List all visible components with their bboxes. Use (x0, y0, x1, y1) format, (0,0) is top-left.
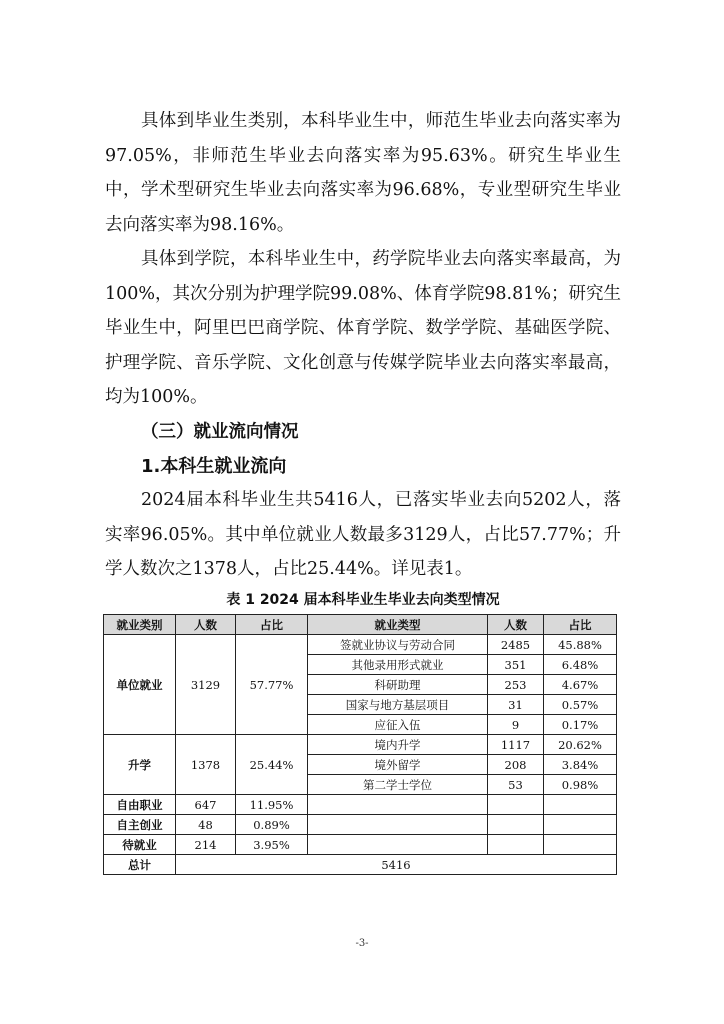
paragraph-undergrad-summary: 2024届本科毕业生共5416人，已落实毕业去向5202人，落实率96.05%。其中单位就业人数最多3129人，占比57.77%；升学人数次之1378人，占比25.44%。详见表1。 (105, 490, 621, 579)
empty-cell (544, 815, 617, 835)
group-count: 3129 (176, 635, 236, 735)
employment-table (103, 614, 617, 875)
row-count: 9 (488, 715, 544, 735)
single-category: 自由职业 (104, 795, 176, 815)
table-row (104, 735, 617, 755)
single-ratio: 11.95% (236, 795, 308, 815)
row-ratio: 3.84% (544, 755, 617, 775)
header-type-ratio: 占比 (544, 615, 617, 635)
table-total-row (104, 855, 617, 875)
total-value: 5416 (176, 855, 617, 875)
row-count: 351 (488, 655, 544, 675)
row-count: 2485 (488, 635, 544, 655)
row-count: 31 (488, 695, 544, 715)
page-number: -3- (355, 938, 369, 949)
row-count: 53 (488, 775, 544, 795)
row-count: 1117 (488, 735, 544, 755)
empty-cell (308, 795, 488, 815)
single-count: 48 (176, 815, 236, 835)
group-category: 升学 (104, 735, 176, 795)
empty-cell (308, 835, 488, 855)
table-row (104, 835, 617, 855)
empty-cell (488, 835, 544, 855)
row-type: 科研助理 (308, 675, 488, 695)
table-header-row (104, 615, 617, 635)
row-type: 签就业协议与劳动合同 (308, 635, 488, 655)
row-ratio: 0.17% (544, 715, 617, 735)
paragraph-graduate-category: 具体到毕业生类别，本科毕业生中，师范生毕业去向落实率为97.05%，非师范生毕业去向落实率为95.63%。研究生毕业生中，学术型研究生毕业去向落实率为96.68%，专业型研究生毕业去向落实率为98.16%。 (105, 111, 621, 235)
header-type: 就业类型 (308, 615, 488, 635)
row-type: 其他录用形式就业 (308, 655, 488, 675)
single-category: 自主创业 (104, 815, 176, 835)
table-row (104, 635, 617, 655)
group-ratio: 25.44% (236, 735, 308, 795)
empty-cell (308, 815, 488, 835)
row-type: 应征入伍 (308, 715, 488, 735)
empty-cell (488, 795, 544, 815)
header-ratio: 占比 (236, 615, 308, 635)
row-count: 208 (488, 755, 544, 775)
row-ratio: 0.57% (544, 695, 617, 715)
sub-heading: 1.本科生就业流向 (141, 456, 287, 477)
single-ratio: 0.89% (236, 815, 308, 835)
header-count: 人数 (176, 615, 236, 635)
row-type: 境外留学 (308, 755, 488, 775)
row-ratio: 0.98% (544, 775, 617, 795)
row-type: 第二学士学位 (308, 775, 488, 795)
empty-cell (544, 835, 617, 855)
empty-cell (544, 795, 617, 815)
group-category: 单位就业 (104, 635, 176, 735)
row-ratio: 4.67% (544, 675, 617, 695)
row-count: 253 (488, 675, 544, 695)
group-ratio: 57.77% (236, 635, 308, 735)
row-type: 国家与地方基层项目 (308, 695, 488, 715)
header-type-count: 人数 (488, 615, 544, 635)
table-row (104, 795, 617, 815)
group-count: 1378 (176, 735, 236, 795)
row-ratio: 20.62% (544, 735, 617, 755)
single-count: 214 (176, 835, 236, 855)
total-label: 总计 (104, 855, 176, 875)
row-ratio: 6.48% (544, 655, 617, 675)
table-caption: 表 1 2024 届本科毕业生毕业去向类型情况 (226, 592, 500, 608)
header-category: 就业类别 (104, 615, 176, 635)
row-ratio: 45.88% (544, 635, 617, 655)
row-type: 境内升学 (308, 735, 488, 755)
single-ratio: 3.95% (236, 835, 308, 855)
table-row (104, 815, 617, 835)
single-count: 647 (176, 795, 236, 815)
paragraph-college: 具体到学院，本科毕业生中，药学院毕业去向落实率最高，为100%，其次分别为护理学院99.08%、体育学院98.81%；研究生毕业生中，阿里巴巴商学院、体育学院、数学学院、基础医学院、护理学院、音乐学院、文化创意与传媒学院毕业去向落实率最高，均为100%。 (105, 249, 621, 407)
section-heading: （三）就业流向情况 (141, 422, 299, 442)
single-category: 待就业 (104, 835, 176, 855)
empty-cell (488, 815, 544, 835)
